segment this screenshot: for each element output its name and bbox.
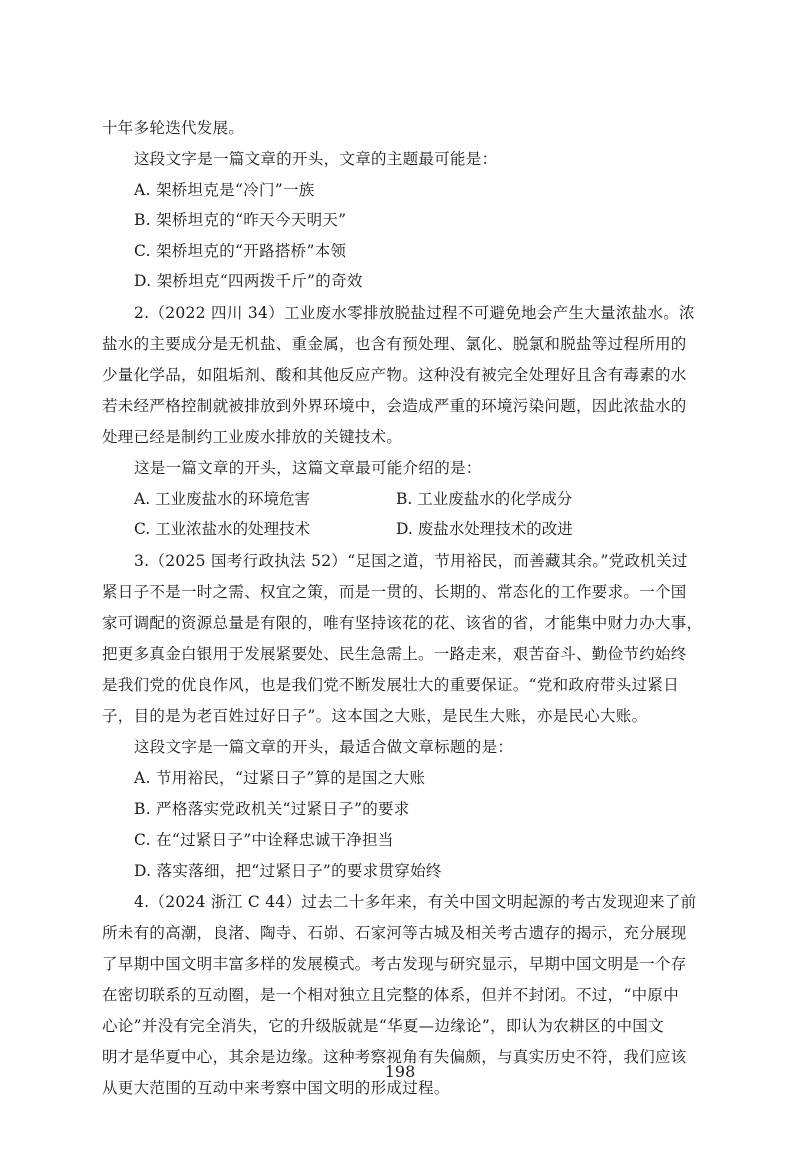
- option-b: B. 架桥坦克的“昨天今天明天”: [134, 211, 347, 229]
- option-b: B. 严格落实党政机关“过紧日子”的要求: [134, 800, 410, 818]
- paragraph-line: 家可调配的资源总量是有限的，唯有坚持该花的花、该省的省，才能集中财力办大事，: [102, 614, 703, 632]
- paragraph-line: 若未经严格控制就被排放到外界环境中，会造成严重的环境污染问题，因此浓盐水的: [102, 397, 687, 415]
- paragraph-line: 4.（2024 浙江 C 44）过去二十多年来，有关中国文明起源的考古发现迎来了前: [134, 893, 697, 911]
- paragraph-line: 2.（2022 四川 34）工业废水零排放脱盐过程不可避免地会产生大量浓盐水。浓: [134, 304, 695, 322]
- option-a: A. 架桥坦克是“冷门”一族: [134, 181, 315, 199]
- paragraph-line: 少量化学品，如阻垢剂、酸和其他反应产物。这种没有被完全处理好且含有毒素的水: [102, 366, 687, 384]
- option-c: C. 在“过紧日子”中诠释忠诚干净担当: [134, 831, 394, 849]
- option-c: C. 架桥坦克的“开路搭桥”本领: [134, 242, 347, 260]
- paragraph-line: 是我们党的优良作风，也是我们党不断发展壮大的重要保证。“党和政府带头过紧日: [102, 676, 680, 694]
- question-stem: 这是一篇文章的开头，这篇文章最可能介绍的是：: [134, 459, 482, 477]
- option-c: C. 工业浓盐水的处理技术: [134, 520, 311, 538]
- paragraph-line: 心论”并没有完全消失，它的升级版就是“华夏—边缘论”，即认为农耕区的中国文: [102, 1017, 664, 1035]
- option-d: D. 架桥坦克“四两拨千斤”的奇效: [134, 272, 363, 290]
- option-a: A. 节用裕民，“过紧日子”算的是国之大账: [134, 769, 426, 787]
- paragraph-line: 子，目的是为老百姓过好日子”。这本国之大账，是民生大账，亦是民心大账。: [102, 707, 648, 725]
- option-a: A. 工业废盐水的环境危害: [134, 490, 311, 508]
- paragraph-line: 把更多真金白银用于发展紧要处、民生急需上。一路走来，艰苦奋斗、勤俭节约始终: [102, 645, 687, 663]
- option-b: B. 工业废盐水的化学成分: [396, 490, 573, 508]
- question-stem: 这段文字是一篇文章的开头，最适合做文章标题的是：: [134, 738, 514, 756]
- paragraph-line: 处理已经是制约工业废水排放的关键技术。: [102, 428, 403, 446]
- page-number: 198: [384, 1062, 416, 1081]
- question-stem: 这段文字是一篇文章的开头，文章的主题最可能是：: [134, 150, 498, 168]
- paragraph-line: 从更大范围的互动中来考察中国文明的形成过程。: [102, 1079, 450, 1097]
- paragraph-line: 所未有的高潮，良渚、陶寺、石峁、石家河等古城及相关考古遗存的揭示，充分展现: [102, 924, 687, 942]
- paragraph-line: 3.（2025 国考行政执法 52）“足国之道，节用裕民，而善藏其余。”党政机关过: [134, 552, 688, 570]
- paragraph-line: 十年多轮迭代发展。: [102, 119, 245, 137]
- paragraph-line: 了早期中国文明丰富多样的发展模式。考古发现与研究显示，早期中国文明是一个存: [102, 955, 687, 973]
- paragraph-line: 盐水的主要成分是无机盐、重金属，也含有预处理、氯化、脱氯和脱盐等过程所用的: [102, 335, 687, 353]
- paragraph-line: 紧日子不是一时之需、权宜之策，而是一贯的、长期的、常态化的工作要求。一个国: [102, 583, 687, 601]
- paragraph-line: 明才是华夏中心，其余是边缘。这种考察视角有失偏颇，与真实历史不符，我们应该: [102, 1048, 687, 1066]
- paragraph-line: 在密切联系的互动圈，是一个相对独立且完整的体系，但并不封闭。不过，“中原中: [102, 986, 680, 1004]
- option-d: D. 废盐水处理技术的改进: [396, 520, 573, 538]
- option-d: D. 落实落细，把“过紧日子”的要求贯穿始终: [134, 862, 442, 880]
